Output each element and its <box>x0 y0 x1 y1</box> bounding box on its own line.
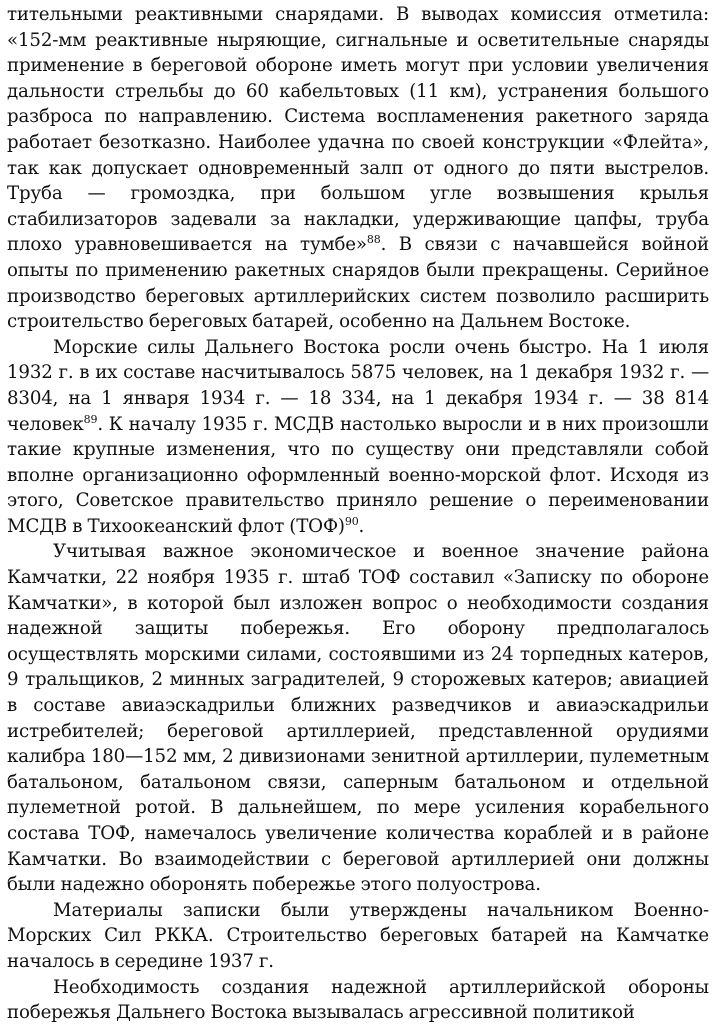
paragraph-1-text-b: . В связи с начавшейся войной опыты по применению ракетных снарядов были прекращены. Серийное производство береговых артиллерийских систем позволило расширить строительство береговых батарей, особенно на Дальнем Востоке. <box>7 234 709 333</box>
paragraph-4-text: Материалы записки были утверждены начальником Военно-Морских Сил РККА. Строительство береговых батарей на Камчатке началось в середине 1937 г. <box>7 899 709 972</box>
paragraph-2 <box>7 335 709 540</box>
footnote-ref-89: 89 <box>83 412 98 426</box>
paragraph-5 <box>7 975 709 1026</box>
paragraph-1 <box>7 2 709 335</box>
paragraph-2-text-c: . <box>358 515 365 537</box>
paragraph-1-text-a: тительными реактивными снарядами. В выводах комиссия отметила: «152-мм реактивные ныряющие, сигнальные и осветительные снаряды применение в береговой обороне иметь могут при условии увеличения дальности стрельбы до 60 кабельтовых (11 км), устранения большого разброса по направлению. Система воспламенения ракетного заряда работает безотказно. Наиболее удачна по своей конструкции «Флейта», так как допускает одновременный залп от одного до пяти выстрелов. Труба — громоздка, при большом угле возвышения крылья стабилизаторов задевали за накладки, удерживающие цапфы, труба плохо уравновешивается на тумбе» <box>7 4 709 256</box>
paragraph-3-text: Учитывая важное экономическое и военное значение района Камчатки, 22 ноября 1935 г. штаб ТОФ составил «Записку по обороне Камчатки», в которой был изложен вопрос о необходимости создания надежной защиты побережья. Его оборону предполагалось осуществлять морскими силами, состоявшими из 24 торпедных катеров, 9 тральщиков, 2 минных заградителей, 9 сторожевых катеров; авиацией в составе авиаэскадрильи ближних разведчиков и авиаэскадрильи истребителей; береговой артиллерией, представленной орудиями калибра 180—152 мм, 2 дивизионами зенитной артиллерии, пулеметным батальоном, батальоном связи, саперным батальоном и отдельной пулеметной ротой. В дальнейшем, по мере усиления корабельного состава ТОФ, намечалось увеличение количества кораблей и в районе Камчатки. Во взаимодействии с береговой артиллерией они должны были надежно оборонять побережье этого полуострова. <box>7 541 709 896</box>
paragraph-3 <box>7 539 709 897</box>
document-page <box>7 2 709 1026</box>
paragraph-5-text: Необходимость создания надежной артиллерийской обороны побережья Дальнего Востока вызывалась агрессивной политикой <box>7 976 709 1024</box>
paragraph-2-text-a: Морские силы Дальнего Востока росли очень быстро. На 1 июля 1932 г. в их составе насчитывалось 5875 человек, на 1 декабря 1932 г. — 8304, на 1 января 1934 г. — 18 334, на 1 декабря 1934 г. — 38 814 человек <box>7 336 709 435</box>
footnote-ref-90: 90 <box>344 514 359 528</box>
footnote-ref-88: 88 <box>366 233 381 247</box>
paragraph-2-text-b: . К началу 1935 г. МСДВ настолько выросли и в них произошли такие крупные изменения, что по существу они представляли собой вполне организационно оформленный военно-морской флот. Исходя из этого, Советское правительство приняло решение о переименовании МСДВ в Тихоокеанский флот (ТОФ) <box>7 413 709 537</box>
paragraph-4 <box>7 898 709 975</box>
